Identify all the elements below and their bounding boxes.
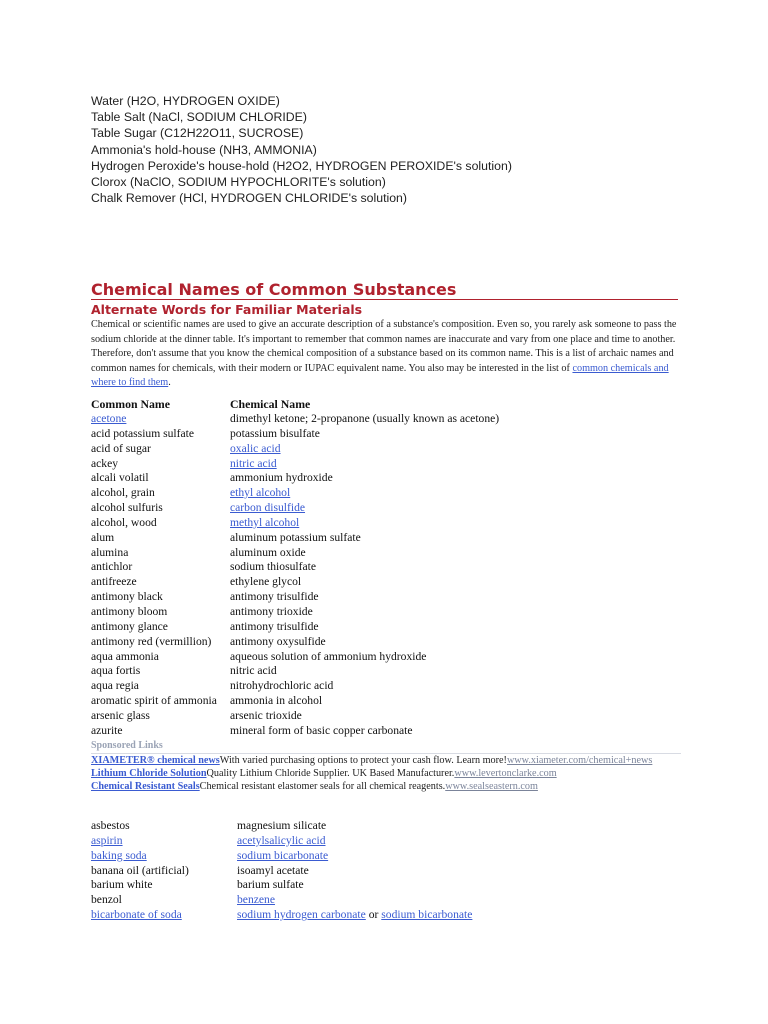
chemical-name-link[interactable]: ethyl alcohol <box>230 486 291 500</box>
page-subheading: Alternate Words for Familiar Materials <box>91 299 678 317</box>
chemical-name-link[interactable]: oxalic acid <box>230 441 281 455</box>
chemical-name: sodium thiosulfate <box>230 560 316 574</box>
chemical-name: ammonium hydroxide <box>230 471 333 485</box>
common-name: arsenic glass <box>91 708 150 722</box>
chemical-name: mineral form of basic copper carbonate <box>230 723 413 737</box>
common-name: alcohol, grain <box>91 486 155 500</box>
ad-url-link[interactable]: www.xiameter.com/chemical+news <box>506 755 653 766</box>
common-name: barium white <box>91 878 153 892</box>
ad-url-link[interactable]: www.sealseastern.com <box>445 781 538 792</box>
intro-line: Ammonia's hold-house (NH3, AMMONIA) <box>91 142 317 157</box>
chemical-name-cell <box>230 486 290 501</box>
chemical-name-cell <box>230 427 320 442</box>
common-name: alcohol, wood <box>91 515 157 529</box>
common-name: ackey <box>91 456 119 470</box>
common-name-link[interactable]: baking soda <box>91 848 147 862</box>
common-name-link[interactable]: aspirin <box>91 833 123 847</box>
chemical-name-cell <box>230 694 322 709</box>
intro-line: Chalk Remover (HCl, HYDROGEN CHLORIDE's solution) <box>91 191 407 206</box>
intro-line: Hydrogen Peroxide's house-hold (H2O2, HYDROGEN PEROXIDE's solution) <box>91 158 512 173</box>
chemical-name-cell <box>230 724 413 739</box>
paragraph-text: Chemical or scientific names are used to give an accurate description of a substance's composition. Even so, you rarely ask someone to pass the sodium chloride at the dinner table. It's important to remember that common names are inaccurate and vary from one place and time to another. Therefore, don't assume that you know the chemical composition of a substance based on its common name. This is a list of archaic names and common names for chemicals, with their modern or IUPAC equivalent name. You also may be interested in the list of <box>91 319 677 374</box>
chemical-name-link[interactable]: sodium bicarbonate <box>237 848 329 862</box>
chemical-name-link[interactable]: nitric acid <box>230 456 277 470</box>
chemical-name: magnesium silicate <box>237 819 327 832</box>
common-name-link[interactable]: acetone <box>91 412 127 425</box>
chemical-name-cell <box>237 849 328 864</box>
chemical-name: barium sulfate <box>237 878 304 892</box>
chemical-name-cell <box>230 620 319 635</box>
chemical-name-cell <box>237 864 309 879</box>
chemical-name: nitric acid <box>230 664 277 678</box>
common-name: alcohol sulfuris <box>91 501 163 515</box>
chemical-name-cell <box>230 546 306 561</box>
chemical-name-cell <box>230 457 277 472</box>
chemical-name-cell <box>237 878 304 893</box>
column-header-common: Common Name <box>91 397 170 411</box>
intro-list <box>91 93 512 206</box>
chemical-name: ammonia in alcohol <box>230 694 323 708</box>
ad-url-link[interactable]: www.levertonclarke.com <box>454 768 557 779</box>
chemical-name-cell <box>230 664 277 679</box>
chemical-name: arsenic trioxide <box>230 708 302 722</box>
chemical-name-link[interactable]: methyl alcohol <box>230 515 300 529</box>
intro-line: Clorox (NaClO, SODIUM HYPOCHLORITE's solution) <box>91 175 386 190</box>
column-header-chemical: Chemical Name <box>230 397 311 411</box>
chemical-name-cell <box>230 709 302 724</box>
chemical-name-cell <box>230 590 319 605</box>
common-name: antimony bloom <box>91 604 168 618</box>
intro-line: Table Salt (NaCl, SODIUM CHLORIDE) <box>91 110 307 125</box>
ad-title-link[interactable]: Chemical Resistant Seals <box>91 781 200 792</box>
intro-paragraph <box>91 318 686 391</box>
common-name: aqua fortis <box>91 664 141 678</box>
common-name: antimony red (vermillion) <box>91 634 212 648</box>
chemical-name-cell <box>230 501 305 516</box>
chemical-name-cell <box>230 650 426 665</box>
chemical-name: aqueous solution of ammonium hydroxide <box>230 649 427 663</box>
chemical-name-cell <box>230 575 301 590</box>
chemical-name: antimony trioxide <box>230 604 313 618</box>
common-name: antimony black <box>91 590 163 604</box>
common-name: alcali volatil <box>91 471 149 485</box>
page-heading: Chemical Names of Common Substances <box>91 280 457 299</box>
chemical-name-cell <box>230 679 333 694</box>
chemical-name: aluminum oxide <box>230 545 306 559</box>
chemical-name: antimony trisulfide <box>230 619 319 633</box>
common-name: aqua ammonia <box>91 649 159 663</box>
intro-line: Water (H2O, HYDROGEN OXIDE) <box>91 94 280 108</box>
chemical-name-link[interactable]: sodium hydrogen carbonate <box>237 908 366 922</box>
chemical-name-link[interactable]: acetylsalicylic acid <box>237 833 326 847</box>
common-chemicals-link[interactable]: common chemicals and where to find them <box>91 362 669 389</box>
chemical-name-cell <box>230 531 361 546</box>
chemical-name: dimethyl ketone; 2-propanone (usually known as acetone) <box>230 412 500 425</box>
chemical-name: nitrohydrochloric acid <box>230 679 334 693</box>
chemical-joiner: or <box>365 908 382 922</box>
ad-item <box>91 754 681 767</box>
ad-item <box>91 767 681 780</box>
chemical-name-cell <box>230 471 333 486</box>
ad-title-link[interactable]: Lithium Chloride Solution <box>91 768 207 779</box>
sponsored-label: Sponsored Links <box>91 740 681 754</box>
chemical-name-link[interactable]: carbon disulfide <box>230 501 306 515</box>
chemical-name-cell <box>230 605 313 620</box>
common-name: antimony glance <box>91 619 168 633</box>
common-name: acid potassium sulfate <box>91 426 195 440</box>
ad-text: Chemical resistant elastomer seals for all chemical reagents. <box>199 781 446 792</box>
chemical-name: antimony oxysulfide <box>230 634 326 648</box>
common-name: banana oil (artificial) <box>91 863 189 877</box>
chemical-name-cell <box>230 442 281 457</box>
intro-line: Table Sugar (C12H22O11, SUCROSE) <box>91 126 304 141</box>
chemical-name-cell <box>237 819 326 834</box>
chemical-name: potassium bisulfate <box>230 426 320 440</box>
common-name: benzol <box>91 893 122 907</box>
common-name: antichlor <box>91 560 133 574</box>
common-name: aromatic spirit of ammonia <box>91 694 217 708</box>
common-name: acid of sugar <box>91 441 151 455</box>
chemical-name-link[interactable]: sodium bicarbonate <box>381 908 473 922</box>
common-name-link[interactable]: bicarbonate of soda <box>91 908 182 922</box>
ad-title-link[interactable]: XIAMETER® chemical news <box>91 755 220 766</box>
common-name: alumina <box>91 545 129 559</box>
chemical-name-cell <box>230 560 316 575</box>
ad-text: Quality Lithium Chloride Supplier. UK Based Manufacturer. <box>206 768 455 779</box>
ad-text: With varied purchasing options to protect your cash flow. Learn more! <box>219 755 507 766</box>
chemical-name: antimony trisulfide <box>230 590 319 604</box>
common-name: antifreeze <box>91 575 137 589</box>
chemical-name-cell <box>230 412 499 427</box>
ad-item <box>91 780 681 793</box>
chemical-name-cell <box>230 635 326 650</box>
chemical-name-cell <box>237 834 326 849</box>
common-name: asbestos <box>91 819 130 832</box>
sponsored-links <box>91 740 681 793</box>
common-name: aqua regia <box>91 679 139 693</box>
common-name: azurite <box>91 723 123 737</box>
chemical-name: isoamyl acetate <box>237 863 309 877</box>
chemical-name-link[interactable]: benzene <box>237 893 275 907</box>
chemical-name: ethylene glycol <box>230 575 302 589</box>
paragraph-end: . <box>168 377 171 389</box>
chemical-name-cell <box>237 893 275 908</box>
chemical-name-cell <box>237 908 472 923</box>
chemical-name-cell <box>230 516 299 531</box>
common-name: alum <box>91 530 115 544</box>
chemical-name: aluminum potassium sulfate <box>230 530 361 544</box>
